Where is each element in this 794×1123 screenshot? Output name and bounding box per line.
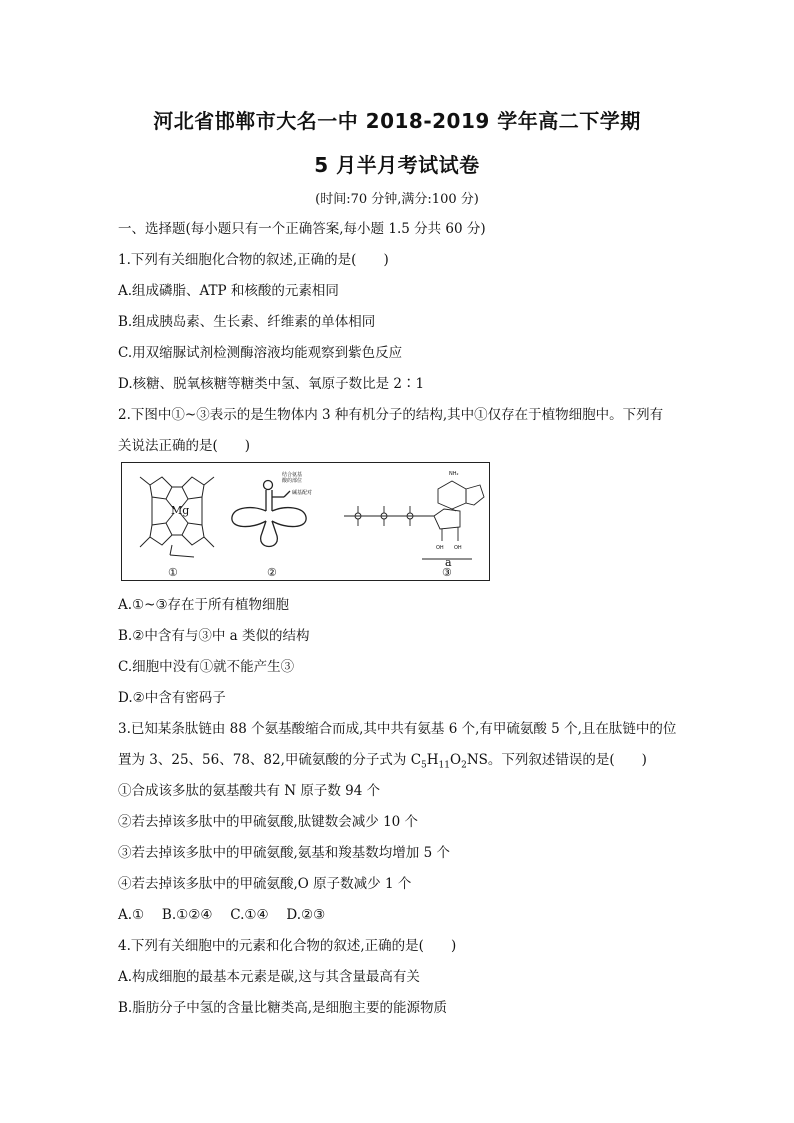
q1-option-d: D.核糖、脱氧核糖等糖类中氢、氧原子数比是 2∶1 bbox=[118, 376, 425, 392]
q3-item-4: ④若去掉该多肽中的甲硫氨酸,O 原子数减少 1 个 bbox=[118, 876, 412, 892]
formula-c: C bbox=[410, 752, 422, 768]
q2-stem-line1: 2.下图中①~③表示的是生物体内 3 种有机分子的结构,其中①仅存在于植物细胞中。下列有 bbox=[118, 407, 664, 423]
q4-option-b: B.脂肪分子中氢的含量比糖类高,是细胞主要的能源物质 bbox=[118, 1000, 448, 1016]
q3-stem-line1: 3.已知某条肽链由 88 个氨基酸缩合而成,其中共有氨基 6 个,有甲硫氨酸 5 个,且在肽链中的位 bbox=[118, 721, 677, 737]
exam-title-line2: 5 月半月考试试卷 bbox=[314, 153, 480, 177]
molecule-figure bbox=[121, 462, 490, 581]
a-label: a bbox=[445, 556, 452, 569]
formula-h: H bbox=[426, 752, 439, 768]
q3-stem-line2 bbox=[118, 748, 647, 771]
q1-option-b: B.组成胰岛素、生长素、纤维素的单体相同 bbox=[118, 314, 376, 330]
molecule-structures bbox=[122, 463, 488, 579]
q1-option-c: C.用双缩脲试剂检测酶溶液均能观察到紫色反应 bbox=[118, 345, 403, 361]
q2-option-d: D.②中含有密码子 bbox=[118, 690, 226, 706]
q3-item-2: ②若去掉该多肽中的甲硫氨酸,肽键数会减少 10 个 bbox=[118, 814, 419, 830]
q1-option-a: A.组成磷脂、ATP 和核酸的元素相同 bbox=[118, 283, 339, 299]
atp-structure bbox=[344, 481, 484, 559]
section-heading: 一、选择题(每小题只有一个正确答案,每小题 1.5 分共 60 分) bbox=[118, 221, 486, 237]
q2-option-c: C.细胞中没有①就不能产生③ bbox=[118, 659, 295, 675]
trna-annot-1: 结合氨基 bbox=[282, 472, 303, 478]
formula-o: O bbox=[450, 752, 462, 768]
oh-label-2: OH bbox=[454, 545, 462, 551]
mg-label: Mg bbox=[171, 504, 190, 517]
q1-stem: 1.下列有关细胞化合物的叙述,正确的是( ) bbox=[118, 252, 389, 268]
chlorophyll-structure bbox=[140, 477, 214, 557]
formula-ns: NS bbox=[466, 752, 488, 768]
trna-annot-2: 酸的部位 bbox=[282, 478, 303, 484]
nh2-label: NH₂ bbox=[449, 471, 459, 477]
figure-label-3: ③ bbox=[442, 566, 452, 579]
figure-label-1: ① bbox=[168, 566, 178, 579]
q4-stem: 4.下列有关细胞中的元素和化合物的叙述,正确的是( ) bbox=[118, 938, 457, 954]
exam-title-line1: 河北省邯郸市大名一中 2018-2019 学年高二下学期 bbox=[153, 109, 641, 133]
q3-stem-line2-post: 。下列叙述错误的是( ) bbox=[487, 752, 647, 768]
time-info: (时间:70 分钟,满分:100 分) bbox=[315, 192, 479, 207]
q3-options: A.① B.①②④ C.①④ D.②③ bbox=[118, 907, 326, 923]
q2-option-a: A.①~③存在于所有植物细胞 bbox=[118, 597, 290, 613]
trna-annot-3: 碱基配对 bbox=[292, 490, 313, 496]
formula-sub-11: 11 bbox=[438, 760, 450, 771]
formula-sub-2: 2 bbox=[461, 760, 467, 771]
oh-label-1: OH bbox=[436, 545, 444, 551]
q4-option-a: A.构成细胞的最基本元素是碳,这与其含量最高有关 bbox=[118, 969, 420, 985]
figure-label-2: ② bbox=[267, 566, 277, 579]
q3-stem-line2-pre: 置为 3、25、56、78、82,甲硫氨酸的分子式为 bbox=[118, 752, 411, 768]
q3-item-3: ③若去掉该多肽中的甲硫氨酸,氨基和羧基数均增加 5 个 bbox=[118, 845, 450, 861]
q3-item-1: ①合成该多肽的氨基酸共有 N 原子数 94 个 bbox=[118, 783, 381, 799]
q2-stem-line2: 关说法正确的是( ) bbox=[118, 438, 251, 454]
formula-sub-5: 5 bbox=[421, 760, 427, 771]
q2-option-b: B.②中含有与③中 a 类似的结构 bbox=[118, 628, 310, 644]
